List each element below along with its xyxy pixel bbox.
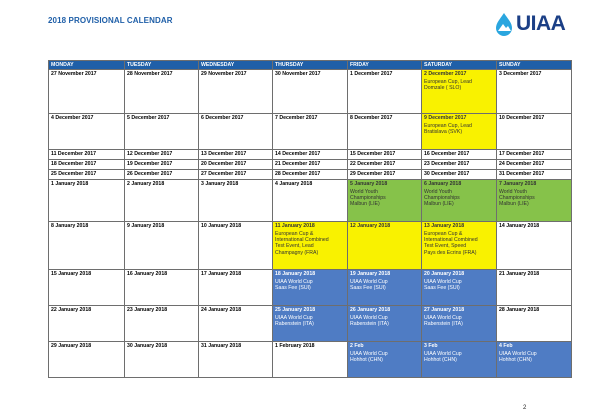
day-cell bbox=[199, 180, 273, 222]
week-row bbox=[49, 70, 572, 114]
day-date: 13 December 2017 bbox=[201, 151, 247, 157]
day-date: 19 January 2018 bbox=[350, 271, 391, 277]
day-cell bbox=[125, 170, 199, 180]
day-date: 27 December 2017 bbox=[201, 171, 247, 177]
day-cell bbox=[49, 170, 125, 180]
event-line: World Youth bbox=[499, 188, 527, 195]
day-cell bbox=[49, 150, 125, 160]
day-date: 14 January 2018 bbox=[499, 223, 540, 229]
day-date: 3 January 2018 bbox=[201, 181, 239, 187]
day-cell bbox=[125, 306, 199, 342]
day-cell bbox=[422, 222, 497, 270]
day-date: 22 January 2018 bbox=[51, 307, 92, 313]
day-cell bbox=[125, 70, 199, 114]
day-cell bbox=[199, 160, 273, 170]
day-date: 30 December 2017 bbox=[424, 171, 470, 177]
day-cell bbox=[125, 180, 199, 222]
day-cell bbox=[125, 160, 199, 170]
day-date: 2 December 2017 bbox=[424, 71, 467, 77]
day-date: 1 February 2018 bbox=[275, 343, 315, 349]
event-line: Saas Fee (SUI) bbox=[350, 285, 386, 291]
day-cell bbox=[422, 270, 497, 306]
event-line: Test Event, Speed bbox=[424, 243, 467, 250]
day-date: 17 January 2018 bbox=[201, 271, 242, 277]
mountain-drop-icon bbox=[494, 12, 514, 36]
day-cell bbox=[199, 306, 273, 342]
day-cell bbox=[199, 222, 273, 270]
day-date: 2 Feb bbox=[350, 343, 364, 349]
day-cell bbox=[49, 114, 125, 150]
day-date: 26 January 2018 bbox=[350, 307, 391, 313]
week-row bbox=[49, 222, 572, 270]
day-date: 12 December 2017 bbox=[127, 151, 173, 157]
event-line: Pays des Ecrins (FRA) bbox=[424, 249, 477, 256]
event-line: UIAA World Cup bbox=[350, 278, 388, 285]
day-date: 15 January 2018 bbox=[51, 271, 92, 277]
event-line: Rabenstein (ITA) bbox=[424, 321, 463, 327]
event-line: Bratislava (SVK) bbox=[424, 129, 463, 135]
day-cell bbox=[422, 180, 497, 222]
day-cell bbox=[125, 342, 199, 378]
day-date: 15 December 2017 bbox=[350, 151, 396, 157]
day-date: 27 November 2017 bbox=[51, 71, 97, 77]
day-date: 5 January 2018 bbox=[350, 181, 388, 187]
day-cell bbox=[49, 222, 125, 270]
day-date: 2 January 2018 bbox=[127, 181, 165, 187]
week-row bbox=[49, 180, 572, 222]
day-cell bbox=[199, 342, 273, 378]
day-cell bbox=[273, 180, 348, 222]
day-cell bbox=[348, 270, 422, 306]
day-date: 28 November 2017 bbox=[127, 71, 173, 77]
day-date: 19 December 2017 bbox=[127, 161, 173, 167]
document-title: 2018 PROVISIONAL CALENDAR bbox=[48, 16, 173, 25]
day-cell bbox=[49, 70, 125, 114]
event-line: Domzale ( SLO) bbox=[424, 85, 462, 91]
event-line: UIAA World Cup bbox=[424, 350, 462, 357]
day-cell bbox=[49, 160, 125, 170]
week-row bbox=[49, 270, 572, 306]
week-row bbox=[49, 342, 572, 378]
page-number: 2 bbox=[523, 405, 527, 411]
day-date: 3 Feb bbox=[424, 343, 438, 349]
day-cell bbox=[49, 306, 125, 342]
event-line: UIAA World Cup bbox=[350, 350, 388, 357]
event-line: Hohhot (CHN) bbox=[424, 357, 457, 363]
day-cell bbox=[273, 222, 348, 270]
day-date: 5 December 2017 bbox=[127, 115, 170, 121]
day-cell bbox=[273, 70, 348, 114]
day-date: 29 December 2017 bbox=[350, 171, 396, 177]
day-cell bbox=[125, 150, 199, 160]
header-thursday: THURSDAY bbox=[273, 61, 348, 70]
header-sunday: SUNDAY bbox=[497, 61, 572, 70]
day-date: 30 November 2017 bbox=[275, 71, 321, 77]
day-date: 29 November 2017 bbox=[201, 71, 247, 77]
event-line: UIAA World Cup bbox=[350, 314, 388, 321]
day-cell bbox=[497, 306, 572, 342]
day-cell bbox=[273, 160, 348, 170]
header-wednesday: WEDNESDAY bbox=[199, 61, 273, 70]
event-line: UIAA World Cup bbox=[499, 350, 537, 357]
event-line: Rabenstein (ITA) bbox=[350, 321, 389, 327]
day-cell bbox=[273, 170, 348, 180]
header-monday: MONDAY bbox=[49, 61, 125, 70]
day-cell bbox=[125, 222, 199, 270]
day-date: 31 December 2017 bbox=[499, 171, 545, 177]
day-cell bbox=[273, 306, 348, 342]
day-cell bbox=[497, 342, 572, 378]
week-row bbox=[49, 306, 572, 342]
day-date: 4 December 2017 bbox=[51, 115, 94, 121]
day-date: 8 December 2017 bbox=[350, 115, 393, 121]
event-line: Championships bbox=[350, 195, 386, 201]
day-cell bbox=[497, 150, 572, 160]
event-line: Malbun (LIE) bbox=[499, 201, 529, 208]
day-date: 31 January 2018 bbox=[201, 343, 242, 349]
day-date: 26 December 2017 bbox=[127, 171, 173, 177]
day-date: 6 January 2018 bbox=[424, 181, 462, 187]
logo-text: UIAA bbox=[516, 12, 566, 35]
event-line: Saas Fee (SUI) bbox=[275, 285, 311, 291]
day-date: 4 January 2018 bbox=[275, 181, 313, 187]
day-date: 28 January 2018 bbox=[499, 307, 540, 313]
event-line: European Cup, Lead bbox=[424, 78, 472, 85]
day-date: 24 January 2018 bbox=[201, 307, 242, 313]
day-date: 6 December 2017 bbox=[201, 115, 244, 121]
day-cell bbox=[348, 306, 422, 342]
day-date: 8 January 2018 bbox=[51, 223, 89, 229]
day-cell bbox=[497, 180, 572, 222]
day-cell bbox=[348, 180, 422, 222]
day-cell bbox=[497, 114, 572, 150]
day-date: 29 January 2018 bbox=[51, 343, 92, 349]
header-saturday: SATURDAY bbox=[422, 61, 497, 70]
calendar-body bbox=[49, 70, 572, 378]
day-date: 7 January 2018 bbox=[499, 181, 537, 187]
event-line: World Youth bbox=[424, 188, 452, 195]
event-line: UIAA World Cup bbox=[275, 314, 313, 321]
event-line: Champagny (FRA) bbox=[275, 249, 319, 256]
day-date: 11 January 2018 bbox=[275, 223, 315, 229]
day-cell bbox=[199, 114, 273, 150]
day-date: 21 December 2017 bbox=[275, 161, 321, 167]
event-line: Rabenstein (ITA) bbox=[275, 321, 314, 327]
day-cell bbox=[199, 150, 273, 160]
day-date: 21 January 2018 bbox=[499, 271, 540, 277]
day-cell bbox=[49, 342, 125, 378]
day-cell bbox=[422, 70, 497, 114]
event-line: UIAA World Cup bbox=[424, 314, 462, 321]
day-cell bbox=[49, 270, 125, 306]
day-date: 12 January 2018 bbox=[350, 223, 391, 229]
day-cell bbox=[422, 114, 497, 150]
day-date: 13 January 2018 bbox=[424, 223, 465, 229]
event-line: Malbun (LIE) bbox=[424, 201, 454, 208]
day-cell bbox=[348, 222, 422, 270]
day-date: 23 December 2017 bbox=[424, 161, 470, 167]
day-date: 18 December 2017 bbox=[51, 161, 97, 167]
day-date: 18 January 2018 bbox=[275, 271, 316, 277]
event-line: International Combined bbox=[424, 237, 478, 243]
day-date: 17 December 2017 bbox=[499, 151, 545, 157]
week-row bbox=[49, 114, 572, 150]
day-cell bbox=[497, 222, 572, 270]
day-cell bbox=[348, 70, 422, 114]
day-cell bbox=[497, 160, 572, 170]
day-cell bbox=[199, 170, 273, 180]
day-date: 16 January 2018 bbox=[127, 271, 168, 277]
day-date: 1 January 2018 bbox=[51, 181, 89, 187]
day-cell bbox=[497, 170, 572, 180]
day-date: 10 January 2018 bbox=[201, 223, 242, 229]
day-date: 11 December 2017 bbox=[51, 151, 96, 157]
event-line: International Combined bbox=[275, 237, 329, 243]
day-date: 4 Feb bbox=[499, 343, 513, 349]
day-cell bbox=[348, 114, 422, 150]
day-date: 25 December 2017 bbox=[51, 171, 97, 177]
day-cell bbox=[348, 342, 422, 378]
event-line: Championships bbox=[424, 195, 460, 201]
day-cell bbox=[422, 170, 497, 180]
calendar-table bbox=[48, 60, 572, 378]
day-cell bbox=[199, 70, 273, 114]
day-date: 24 December 2017 bbox=[499, 161, 545, 167]
day-date: 28 December 2017 bbox=[275, 171, 321, 177]
day-cell bbox=[273, 114, 348, 150]
week-row bbox=[49, 170, 572, 180]
day-date: 16 December 2017 bbox=[424, 151, 470, 157]
day-date: 27 January 2018 bbox=[424, 307, 465, 313]
event-line: Championships bbox=[499, 195, 535, 201]
day-date: 23 January 2018 bbox=[127, 307, 168, 313]
day-date: 25 January 2018 bbox=[275, 307, 316, 313]
day-cell bbox=[422, 160, 497, 170]
event-line: Saas Fee (SUI) bbox=[424, 285, 460, 291]
day-date: 20 January 2018 bbox=[424, 271, 465, 277]
day-cell bbox=[273, 150, 348, 160]
day-date: 14 December 2017 bbox=[275, 151, 321, 157]
day-cell bbox=[125, 114, 199, 150]
day-cell bbox=[422, 306, 497, 342]
day-cell bbox=[348, 160, 422, 170]
header-friday: FRIDAY bbox=[348, 61, 422, 70]
day-header-row bbox=[49, 61, 572, 70]
day-cell bbox=[49, 180, 125, 222]
uiaa-logo bbox=[494, 10, 570, 38]
event-line: Malbun (LIE) bbox=[350, 201, 380, 208]
event-line: UIAA World Cup bbox=[424, 278, 462, 285]
event-line: European Cup, Lead bbox=[424, 122, 472, 129]
day-date: 7 December 2017 bbox=[275, 115, 318, 121]
day-date: 30 January 2018 bbox=[127, 343, 168, 349]
day-cell bbox=[348, 170, 422, 180]
day-cell bbox=[125, 270, 199, 306]
event-line: World Youth bbox=[350, 188, 378, 195]
event-line: Hohhot (CHN) bbox=[499, 357, 532, 363]
day-cell bbox=[422, 342, 497, 378]
day-cell bbox=[199, 270, 273, 306]
day-date: 22 December 2017 bbox=[350, 161, 396, 167]
day-cell bbox=[348, 150, 422, 160]
day-date: 3 December 2017 bbox=[499, 71, 542, 77]
event-line: Hohhot (CHN) bbox=[350, 357, 383, 363]
day-cell bbox=[422, 150, 497, 160]
event-line: UIAA World Cup bbox=[275, 278, 313, 285]
event-line: European Cup & bbox=[424, 230, 463, 237]
day-cell bbox=[497, 70, 572, 114]
event-line: European Cup & bbox=[275, 230, 314, 237]
header-tuesday: TUESDAY bbox=[125, 61, 199, 70]
day-cell bbox=[497, 270, 572, 306]
day-date: 9 December 2017 bbox=[424, 115, 467, 121]
week-row bbox=[49, 160, 572, 170]
day-cell bbox=[273, 342, 348, 378]
day-cell bbox=[273, 270, 348, 306]
day-date: 1 December 2017 bbox=[350, 71, 393, 77]
day-date: 20 December 2017 bbox=[201, 161, 247, 167]
day-date: 10 December 2017 bbox=[499, 115, 545, 121]
day-date: 9 January 2018 bbox=[127, 223, 165, 229]
week-row bbox=[49, 150, 572, 160]
event-line: Test Event, Lead bbox=[275, 243, 314, 250]
